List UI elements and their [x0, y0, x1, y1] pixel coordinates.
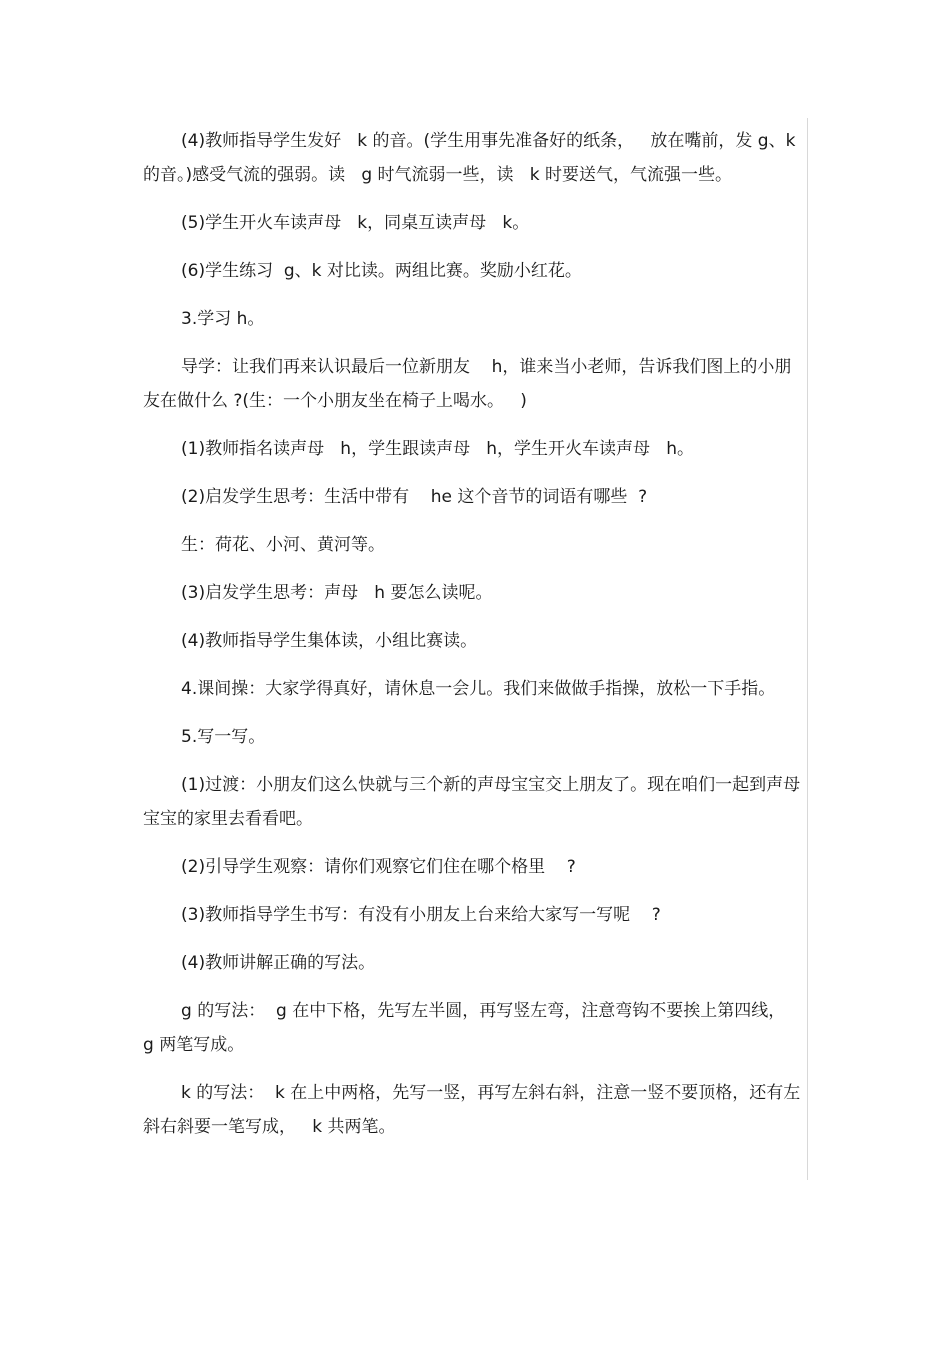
paragraph-13: (1)过渡：小朋友们这么快就与三个新的声母宝宝交上朋友了。现在咱们一起到声母宝宝的家里去看看吧。 [143, 775, 801, 829]
section-heading-3: 3.学习 h。 [181, 309, 265, 329]
paragraph-16: (4)教师讲解正确的写法。 [181, 953, 376, 973]
paragraph-18: k 的写法： k 在上中两格，先写一竖，再写左斜右斜，注意一竖不要顶格，还有左斜右斜要一笔写成， k 共两笔。 [143, 1083, 801, 1137]
paragraph-7: (2)启发学生思考：生活中带有 he 这个音节的词语有哪些 ? [181, 487, 648, 507]
paragraph-2: (5)学生开火车读声母 k，同桌互读声母 k。 [181, 213, 530, 233]
paragraph-3: (6)学生练习 g、k 对比读。两组比赛。奖励小红花。 [181, 261, 582, 281]
paragraph-1: (4)教师指导学生发好 k 的音。(学生用事先准备好的纸条， 放在嘴前，发 g、k 的音。)感受气流的强弱。读 g 时气流弱一些，读 k 时要送气，气流强一些。 [143, 131, 801, 185]
paragraph-6: (1)教师指名读声母 h，学生跟读声母 h，学生开火车读声母 h。 [181, 439, 695, 459]
paragraph-9: (3)启发学生思考：声母 h 要怎么读呢。 [181, 583, 493, 603]
paragraph-5: 导学：让我们再来认识最后一位新朋友 h，谁来当小老师，告诉我们图上的小朋友在做什么 ?(生：一个小朋友坐在椅子上喝水。 ) [143, 357, 792, 411]
paragraph-8: 生：荷花、小河、黄河等。 [181, 535, 385, 555]
section-heading-4: 4.课间操：大家学得真好，请休息一会儿。我们来做做手指操，放松一下手指。 [181, 679, 776, 699]
paragraph-10: (4)教师指导学生集体读，小组比赛读。 [181, 631, 478, 651]
paragraph-15: (3)教师指导学生书写：有没有小朋友上台来给大家写一写呢 ? [181, 905, 661, 925]
page-border-line [807, 118, 808, 1180]
paragraph-17: g 的写法： g 在中下格，先写左半圆，再写竖左弯，注意弯钩不要挨上第四线， g 两笔写成。 [143, 1001, 791, 1055]
section-heading-5: 5.写一写。 [181, 727, 266, 747]
paragraph-14: (2)引导学生观察：请你们观察它们住在哪个格里 ? [181, 857, 576, 877]
document-body [143, 124, 801, 1158]
